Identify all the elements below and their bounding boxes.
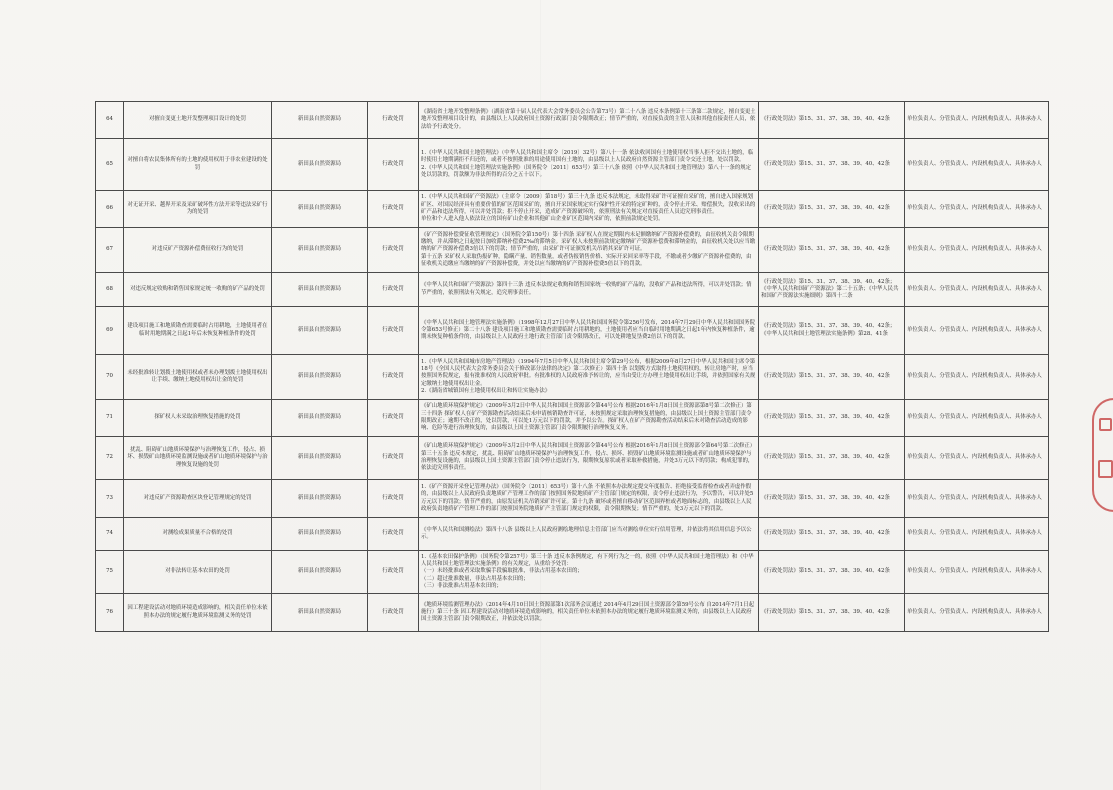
legal-basis-line: 2.《湖南省城镇国有土地使用权出让和转让实施办法》 xyxy=(421,387,551,394)
discretion-basis-cell: 《行政处罚法》第15、31、37、38、39、40、42条 xyxy=(759,437,905,480)
table-row xyxy=(96,480,1049,518)
responsible-persons-cell: 单位负责人、分管负责人、内设机构负责人、具体承办人 xyxy=(905,551,1049,594)
discretion-basis-cell: 《行政处罚法》第15、31、37、38、39、40、42条 xyxy=(759,551,905,594)
legal-basis-cell xyxy=(419,437,759,480)
responsible-persons-cell: 单位负责人、分管负责人、内设机构负责人、具体承办人 xyxy=(905,307,1049,355)
responsible-persons-cell: 单位负责人、分管负责人、内设机构负责人、具体承办人 xyxy=(905,273,1049,307)
power-type-cell: 行政处罚 xyxy=(368,102,419,139)
table-row xyxy=(96,400,1049,437)
legal-basis-line: 《湖南省土地开发整理条例》（湖南省第十届人民代表大会常务委员会公告第73号）第二十八条 违反本条例第十三条第二款规定，擅自变更土地开发整理项目设计的，由县级以上人民政府国土资源行政部门责令限期改正；情节严重的，对直接负责的主管人员和其他直接责任人员，依法给予行政处分。 xyxy=(421,109,756,130)
legal-basis-line: 1.《中华人民共和国矿产资源法》（主席令〔2009〕第18号）第三十九条 违反本法规定，未取得采矿许可证擅自采矿的，擅自进入国家规划矿区、对国民经济具有重要价值的矿区范围采矿的，擅自开采国家规定实行保护性开采的特定矿种的，责令停止开采、赔偿损失，没收采出的矿产品和违法所得，可以并处罚款；拒不停止开采，造成矿产资源破坏的，依照刑法有关规定对直接责任人员追究刑事责任。 xyxy=(421,194,756,215)
legal-basis-cell xyxy=(419,228,759,273)
legal-basis-line: 《矿山地质环境保护规定》（2009年3月2日中华人民共和国国土资源部令第44号公布 根据2016年1月8日国土资源部令第64号第二次修正）第三十五条 违反本规定，扰乱、阻碍矿山地质环境保护与治理恢复工作，侵占、损坏、损毁矿山地质环境监测设施或者矿山地质环境保护与治理恢复设施的，由县级以上国土资源主管部门责令停止违法行为，限期恢复原状或者采取补救措施，并处3万元以下的罚款；构成犯罪的，依法追究刑事责任。 xyxy=(421,443,756,472)
legal-basis-line: 《地质环境监测管理办法》（2014年4月10日国土资源部第1次部务会议通过 2014年4月29日国土资源部令第59号公布 自2014年7月1日起施行）第三十条 因工程建设活动对地质环境造成影响的，相关责任单位未依照本办法的规定履行地质环境监测义务的，由县级以上人民政府国土资源主管部门责令限期改正，并依法处以罚款。 xyxy=(421,601,754,623)
row-number-cell: 70 xyxy=(96,355,124,400)
responsible-persons-cell: 单位负责人、分管负责人、内设机构负责人、具体承办人 xyxy=(905,191,1049,228)
discretion-basis-cell: 《行政处罚法》第15、31、37、38、39、40、42条 xyxy=(759,594,905,632)
legal-basis-line: 《中华人民共和国矿产资源法》第四十三条 违反本法规定收购和销售国家统一收购的矿产品的，没收矿产品和违法所得，可以并处罚款；情节严重的，依照刑法有关规定，追究刑事责任。 xyxy=(421,282,752,296)
department-name-cell: 新田县自然资源局 xyxy=(272,551,368,594)
legal-basis-cell xyxy=(419,102,759,139)
red-seal-stamp xyxy=(1092,398,1113,512)
item-name-cell: 对违反规定收购和销售国家规定统一收购的矿产品的处罚 xyxy=(124,273,272,307)
legal-basis-cell xyxy=(419,594,759,632)
power-type-cell: 行政处罚 xyxy=(368,139,419,191)
item-name-cell: 未经批准转让划拨土地使用权或者未办理划拨土地使用权出让手续、缴纳土地使用权出让金的处罚 xyxy=(124,355,272,400)
legal-basis-line: 《矿山地质环境保护规定》（2009年3月2日中华人民共和国国土资源部令第44号公布 根据2016年1月8日国土资源部第8号第二次修正）第三十四条 探矿权人在矿产资源勘查活动结束后未申请核销勘查许可证，未按照规定采取治理恢复措施的，由县级以上国土资源主管部门责令限期改正；逾期不改正的，处以罚款，可以处1万元以下的罚款，并予以公告。探矿权人在矿产资源勘查活动结束后未对勘查活动造成的影响、危险等进行治理恢复的，由县级以上国土资源主管部门责令限期履行治理恢复义务。 xyxy=(421,403,752,432)
row-number-cell: 67 xyxy=(96,228,124,273)
row-number-cell: 74 xyxy=(96,518,124,551)
row-number-cell: 64 xyxy=(96,102,124,139)
legal-basis-cell xyxy=(419,355,759,400)
item-name-cell: 对擅自变更土地开发整理项目设计的处罚 xyxy=(124,102,272,139)
legal-basis-cell xyxy=(419,307,759,355)
item-name-cell: 对违反矿产资源勘查区块登记管理规定的处罚 xyxy=(124,480,272,518)
legal-basis-line: 1.《基本农田保护条例》（国务院令第257号）第三十条 违反本条例规定，有下列行为之一的，依照《中华人民共和国土地管理法》和《中华人民共和国土地管理法实施条例》的有关规定，从重给予处罚： xyxy=(421,553,754,568)
power-type-cell: 行政处罚 xyxy=(368,307,419,355)
legal-basis-line: 1.《矿产资源开采登记管理办法》（国务院令〔2011〕653号）第十八条 不依照本办法规定提交年度报告、拒绝接受监督检查或者弄虚作假的，由县级以上人民政府负责地质矿产管理工作的部门按照国务院地质矿产主管部门规定的权限，责令停止违法行为，予以警告，可以并处5万元以下的罚款；情节严重的，由原发证机关吊销采矿许可证。第十九条 破坏或者擅自移动矿区范围界桩或者地面标志的，由县级以上人民政府负责地质矿产管理工作的部门按照国务院地质矿产主管部门规定的权限，责令限期恢复；情节严重的，处3万元以下的罚款。 xyxy=(421,483,754,512)
row-number-cell: 73 xyxy=(96,480,124,518)
discretion-basis-cell: 《行政处罚法》第15、31、37、38、39、40、42条；《中华人民共和国土地管理法实施条例》第28、41条 xyxy=(759,307,905,355)
responsible-persons-cell: 单位负责人、分管负责人、内设机构负责人、具体承办人 xyxy=(905,355,1049,400)
legal-basis-line: 《中华人民共和国测绘法》第四十八条 县级以上人民政府测绘地理信息主管部门应当对测绘单位实行信用管理，并依法将其信用信息予以公示。 xyxy=(421,526,752,540)
legal-basis-line: 2.《中华人民共和国土地管理法实施条例》（国务院令〔2011〕653号）第三十八条 依照《中华人民共和国土地管理法》第八十一条的规定处以罚款的，罚款额为非法所得的百分之五十以下。 xyxy=(421,164,752,178)
responsible-persons-cell: 单位负责人、分管负责人、内设机构负责人、具体承办人 xyxy=(905,518,1049,551)
responsible-persons-cell: 单位负责人、分管负责人、内设机构负责人、具体承办人 xyxy=(905,400,1049,437)
power-type-cell: 行政处罚 xyxy=(368,355,419,400)
department-name-cell: 新田县自然资源局 xyxy=(272,139,368,191)
table-row xyxy=(96,307,1049,355)
responsible-persons-cell: 单位负责人、分管负责人、内设机构负责人、具体承办人 xyxy=(905,594,1049,632)
legal-basis-cell xyxy=(419,480,759,518)
item-name-cell: 对测绘成果质量不合格的处罚 xyxy=(124,518,272,551)
legal-basis-line: （三）非法批准占用基本农田的； xyxy=(421,582,502,589)
power-type-cell: 行政处罚 xyxy=(368,551,419,594)
department-name-cell: 新田县自然资源局 xyxy=(272,355,368,400)
row-number-cell: 65 xyxy=(96,139,124,191)
power-type-cell: 行政处罚 xyxy=(368,400,419,437)
power-type-cell: 行政处罚 xyxy=(368,518,419,551)
responsible-persons-cell: 单位负责人、分管负责人、内设机构负责人、具体承办人 xyxy=(905,102,1049,139)
legal-basis-cell xyxy=(419,518,759,551)
department-name-cell: 新田县自然资源局 xyxy=(272,437,368,480)
item-name-cell: 对擅自将农民集体所有的土地的使用权用于非农业建设的处罚 xyxy=(124,139,272,191)
table-row xyxy=(96,102,1049,139)
legal-basis-cell xyxy=(419,273,759,307)
discretion-basis-cell: 《行政处罚法》第15、31、37、38、39、40、42条 xyxy=(759,355,905,400)
legal-basis-cell xyxy=(419,191,759,228)
power-type-cell: 行政处罚 xyxy=(368,594,419,632)
legal-basis-line: 单位和个人进入他人依法设立的国有矿山企业和其他矿山企业矿区范围内采矿的，依照前款规定处罚。 xyxy=(421,216,664,223)
table-row xyxy=(96,437,1049,480)
legal-basis-line: （一）未经批准或者采取欺骗手段骗取批准，非法占用基本农田的； xyxy=(421,568,583,575)
legal-basis-line: 《矿产资源补偿费征收管理规定》（国务院令第150号）第十四条 采矿权人在规定期限内未足额缴纳矿产资源补偿费的，由征收机关责令限期缴纳，并从滞纳之日起按日加收滞纳补偿费2‰的滞纳金。采矿权人未按照前款规定缴纳矿产资源补偿费和滞纳金的，由征收机关处以应当缴纳的矿产资源补偿费3倍以下的罚款；情节严重的，由采矿许可证颁发机关吊销其采矿许可证。 xyxy=(421,231,756,253)
power-type-cell: 行政处罚 xyxy=(368,228,419,273)
discretion-basis-cell: 《行政处罚法》第15、31、37、38、39、40、42条 xyxy=(759,480,905,518)
row-number-cell: 69 xyxy=(96,307,124,355)
table-body xyxy=(96,102,1049,632)
legal-basis-line: （二）超过批准数量，非法占用基本农田的； xyxy=(421,575,529,582)
department-name-cell: 新田县自然资源局 xyxy=(272,273,368,307)
table-row xyxy=(96,228,1049,273)
responsible-persons-cell: 单位负责人、分管负责人、内设机构负责人、具体承办人 xyxy=(905,480,1049,518)
responsible-persons-cell: 单位负责人、分管负责人、内设机构负责人、具体承办人 xyxy=(905,228,1049,273)
table-row xyxy=(96,355,1049,400)
legal-basis-cell xyxy=(419,139,759,191)
power-type-cell: 行政处罚 xyxy=(368,273,419,307)
item-name-cell: 对违反矿产资源补偿费征收行为的处罚 xyxy=(124,228,272,273)
legal-basis-cell xyxy=(419,551,759,594)
legal-basis-line: 1.《中华人民共和国土地管理法》（中华人民共和国主席令〔2019〕32号）第八十一条 依法收回国有土地使用权当事人拒不交出土地的，临时使用土地期满拒不归还的，或者不按照批准的用途使用国有土地的，由县级以上人民政府自然资源主管部门责令交还土地，处以罚款。 xyxy=(421,149,754,164)
discretion-basis-cell: 《行政处罚法》第15、31、37、38、39、40、42条；《中华人民共和国矿产资源法》第二十五条；《中华人民共和国矿产资源法实施细则》第四十二条 xyxy=(759,273,905,307)
power-type-cell: 行政处罚 xyxy=(368,191,419,228)
table-row xyxy=(96,273,1049,307)
discretion-basis-cell: 《行政处罚法》第15、31、37、38、39、40、42条 xyxy=(759,400,905,437)
row-number-cell: 72 xyxy=(96,437,124,480)
legal-basis-cell xyxy=(419,400,759,437)
item-name-cell: 探矿权人未采取治理恢复措施的处罚 xyxy=(124,400,272,437)
power-type-cell: 行政处罚 xyxy=(368,480,419,518)
table-row xyxy=(96,551,1049,594)
table-row xyxy=(96,594,1049,632)
discretion-basis-cell: 《行政处罚法》第15、31、37、38、39、40、42条 xyxy=(759,518,905,551)
discretion-basis-cell: 《行政处罚法》第15、31、37、38、39、40、42条 xyxy=(759,139,905,191)
table-row xyxy=(96,139,1049,191)
row-number-cell: 71 xyxy=(96,400,124,437)
power-type-cell: 行政处罚 xyxy=(368,437,419,480)
responsible-persons-cell: 单位负责人、分管负责人、内设机构负责人、具体承办人 xyxy=(905,437,1049,480)
table-row xyxy=(96,518,1049,551)
department-name-cell: 新田县自然资源局 xyxy=(272,102,368,139)
legal-basis-line: 第十五条 采矿权人采取伪报矿种，隐瞒产量、销售数量，或者伪报销售价格、实际开采回采率等手段，不缴或者少缴矿产资源补偿费的，由征收机关追缴应当缴纳的矿产资源补偿费，并处以应当缴纳的矿产资源补偿费5倍以下的罚款。 xyxy=(421,253,752,267)
row-number-cell: 76 xyxy=(96,594,124,632)
row-number-cell: 66 xyxy=(96,191,124,228)
powers-list-table xyxy=(95,101,1049,632)
item-name-cell: 对无证开采、越界开采及采矿破坏性方法开采等违法采矿行为的处罚 xyxy=(124,191,272,228)
table-row xyxy=(96,191,1049,228)
department-name-cell: 新田县自然资源局 xyxy=(272,400,368,437)
discretion-basis-cell: 《行政处罚法》第15、31、37、38、39、40、42条 xyxy=(759,102,905,139)
row-number-cell: 68 xyxy=(96,273,124,307)
item-name-cell: 建设项目施工和地质勘查需要临时占用耕地，土地使用者在临时用地期满之日起1年后未恢复种植条件的处罚 xyxy=(124,307,272,355)
department-name-cell: 新田县自然资源局 xyxy=(272,594,368,632)
legal-basis-line: 1.《中华人民共和国城市房地产管理法》（1994年7月5日中华人民共和国主席令第29号公布，根据2009年8月27日中华人民共和国主席令第18号《全国人民代表大会常务委员会关于修改部分法律的决定》第二次修正）第四十条 以划拨方式取得土地使用权的，转让房地产时，应当按照国务院规定，报有批准权的人民政府审批。有批准权的人民政府准予转让的，应当由受让方办理土地使用权出让手续，并依照国家有关规定缴纳土地使用权出让金。 xyxy=(421,358,756,387)
discretion-basis-cell: 《行政处罚法》第15、31、37、38、39、40、42条 xyxy=(759,228,905,273)
department-name-cell: 新田县自然资源局 xyxy=(272,191,368,228)
department-name-cell: 新田县自然资源局 xyxy=(272,480,368,518)
discretion-basis-cell: 《行政处罚法》第15、31、37、38、39、40、42条 xyxy=(759,191,905,228)
department-name-cell: 新田县自然资源局 xyxy=(272,307,368,355)
item-name-cell: 扰乱、阻碍矿山地质环境保护与治理恢复工作，侵占、损坏、损毁矿山地质环境监测设施或者矿山地质环境保护与治理恢复设施的处罚 xyxy=(124,437,272,480)
legal-basis-line: 《中华人民共和国土地管理法实施条例》（1998年12月27日中华人民共和国国务院令第256号发布，2014年7月29日中华人民共和国国务院令第653号修正）第二十八条 建设项目施工和地质勘查需要临时占用耕地的，土地使用者应当自临时用地期满之日起1年内恢复种植条件，逾期未恢复种植条件的，由县级以上人民政府土地行政主管部门责令限期改正，可以处耕地复垦费2倍以下的罚款。 xyxy=(421,319,755,341)
responsible-persons-cell: 单位负责人、分管负责人、内设机构负责人、具体承办人 xyxy=(905,139,1049,191)
item-name-cell: 对非法转让基本农田的处罚 xyxy=(124,551,272,594)
department-name-cell: 新田县自然资源局 xyxy=(272,518,368,551)
department-name-cell: 新田县自然资源局 xyxy=(272,228,368,273)
item-name-cell: 因工程建设活动对地质环境造成影响的，相关责任单位未依照本办法的规定履行地质环境监测义务的处罚 xyxy=(124,594,272,632)
row-number-cell: 75 xyxy=(96,551,124,594)
